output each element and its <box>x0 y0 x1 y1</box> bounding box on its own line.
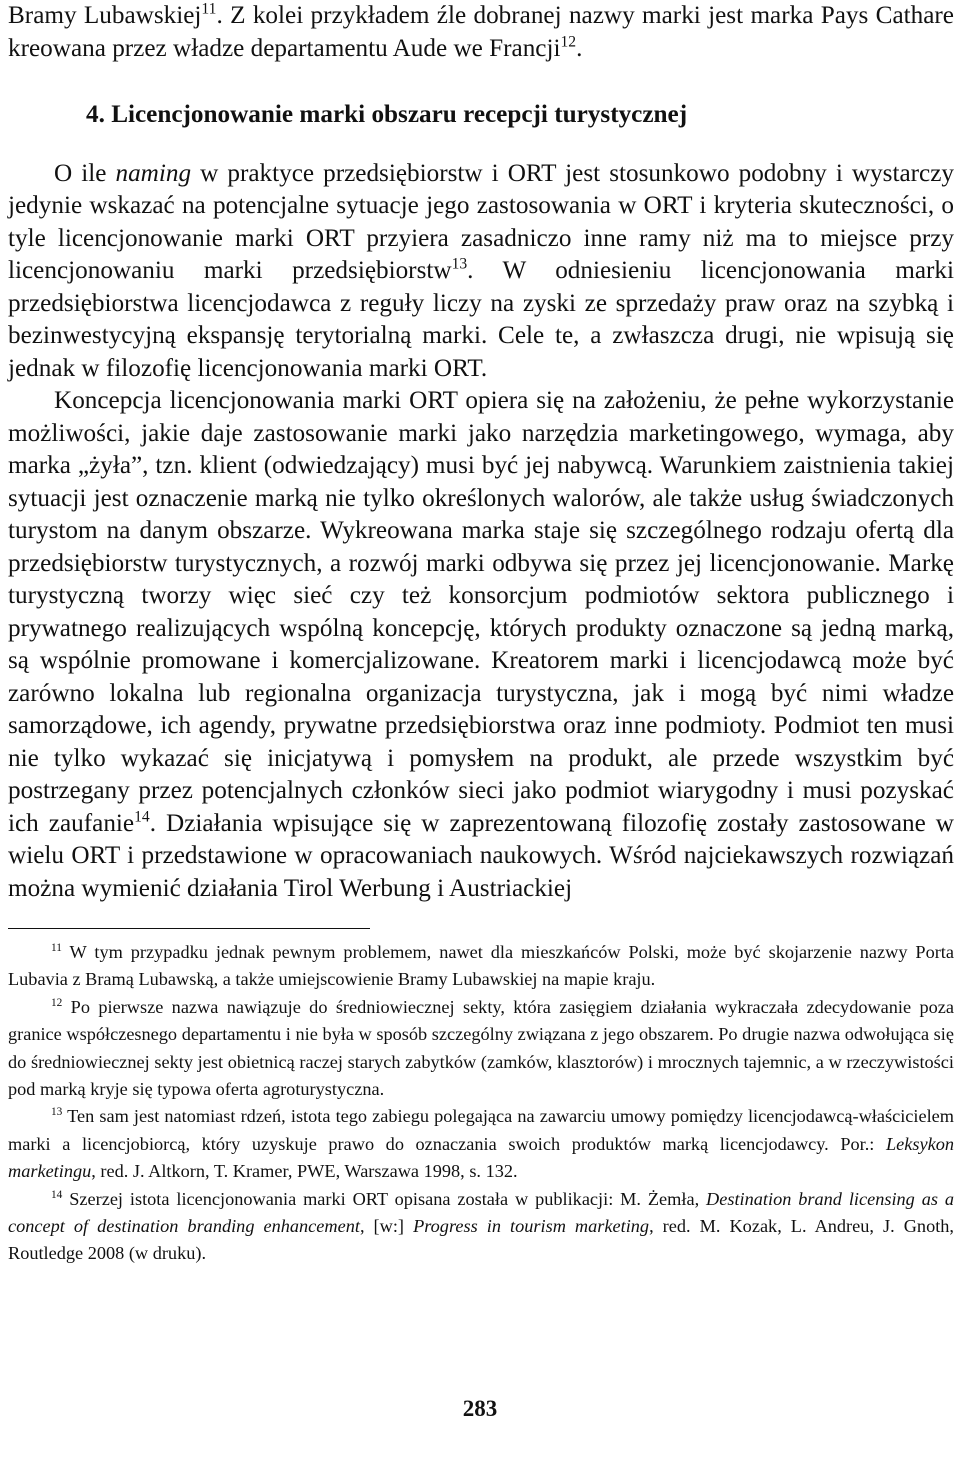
footnote-number: 11 <box>51 941 62 954</box>
footnote-ref-14[interactable]: 14 <box>134 808 150 826</box>
text-run: . W odniesieniu licencjonowania marki przedsiębiorstwa licencjodawca z reguły liczy na zyski ze sprzedaży praw oraz na szybką i bezinwestycyjną ekspansję terytorialną marki. Cele te, a zwłaszcza drugi, nie wpisują się jednak w filozofię licencjonowania marki ORT. <box>8 257 954 382</box>
cited-title: Progress in tourism marketing <box>413 1216 650 1237</box>
opening-paragraph <box>8 0 954 65</box>
footnote-14 <box>8 1186 954 1268</box>
text-run: Koncepcja licencjonowania marki ORT opiera się na założeniu, że pełne wykorzystanie możliwości, jakie daje zastosowanie marki jako narzędzia marketingowego, wymaga, aby marka „żyła”, tzn. klient (odwiedzający) musi być jej nabywcą. Warunkiem zaistnienia takiej sytuacji jest oznaczenie marką nie tylko określonych walorów, ale także usług świadczonych turystom na danym obszarze. Wykreowana marka staje się szczególnego rodzaju ofertą dla przedsiębiorstw turystycznych, a rozwój marki odbywa się przez jej licencjonowanie. Markę turystyczną tworzy więc sieć czy też konsorcjum podmiotów sektora publicznego i prywatnego realizujących wspólną koncepcję, których produkty oznaczone są jedną marką, są wspólnie promowane i komercjalizowane. Kreatorem marki i licencjodawcą może być zarówno lokalna lub regionalna organizacja turystyczna, jak i mogą być nimi władze samorządowe, ich agendy, prywatne przedsiębiorstwa oraz inne podmioty. Podmiot ten musi nie tylko wykazać się inicjatywą i pomysłem na produkt, ale przede wszystkim być postrzegany przez potencjalnych członków sieci jako podmiot wiarygodny i musi pozyskać ich zaufanie <box>8 387 954 837</box>
page-number: 283 <box>462 1396 498 1421</box>
text-run: . Z kolei przykładem źle dobranej nazwy marki jest marka Pays Cathare kreowana przez władze departamentu Aude we Francji <box>8 2 954 62</box>
cited-title: Destination brand licensing as a concept of destination branding enhancement <box>8 1188 954 1237</box>
footnote-11 <box>8 939 954 994</box>
italic-term: naming <box>115 159 192 187</box>
text-run: . Działania wpisujące się w zaprezentowaną filozofię zostały zastosowane w wielu ORT i przedstawione w opracowaniach naukowych. Wśród najciekawszych rozwiązań można wymienić działania Tirol Werbung i Austriackiej <box>8 809 954 902</box>
footnote-number: 12 <box>51 996 63 1009</box>
footnote-text: , red. J. Altkorn, T. Kramer, PWE, Warszawa 1998, s. 132. <box>91 1161 518 1182</box>
footnote-ref-13[interactable]: 13 <box>451 255 468 273</box>
section-heading: 4. Licencjonowanie marki obszaru recepcji turystycznej <box>86 101 688 128</box>
text-run: w praktyce przedsiębiorstw i ORT jest stosunkowo podobny i wystarczy jedynie wskazać na potencjalne sytuacje jego zastosowania w ORT i kryteria skuteczności, o tyle licencjonowanie marki ORT przyiera zasadniczo inne ramy niż ma to miejsce przy licencjonowaniu marki przedsiębiorstw <box>8 159 954 284</box>
footnote-text: , [w:] <box>359 1216 414 1237</box>
main-text <box>8 0 954 905</box>
document-page <box>8 0 954 1268</box>
footnote-number: 13 <box>51 1106 63 1119</box>
text-run: Bramy Lubawskiej <box>8 2 202 29</box>
footnote-text: W tym przypadku jednak pewnym problemem, nawet dla mieszkańców Polski, może być skojarzenie nazwy Porta Lubavia z Bramą Lubawską, a także umiejscowienie Bramy Lubawskiej na mapie kraju. <box>8 942 954 990</box>
footnote-13 <box>8 1103 954 1185</box>
paragraph-2 <box>8 385 954 905</box>
footnote-number: 14 <box>51 1188 63 1201</box>
footnote-ref-11[interactable]: 11 <box>201 0 217 18</box>
footnote-separator <box>8 928 370 929</box>
footnote-12 <box>8 994 954 1104</box>
text-run: O ile <box>54 159 116 187</box>
footnotes <box>8 939 954 1268</box>
paragraph-1 <box>8 158 954 386</box>
footnote-text: Szerzej istota licencjonowania marki ORT opisana została w publikacji: M. Żemła, <box>62 1188 707 1209</box>
footnote-text: , red. M. Kozak, L. Andreu, J. Gnoth, Routledge 2008 (w druku). <box>8 1216 955 1264</box>
footnote-ref-12[interactable]: 12 <box>560 33 577 51</box>
text-run: . <box>576 34 583 62</box>
footnote-text: Ten sam jest natomiast rdzeń, istota tego zabiegu polegająca na zawarciu umowy pomiędzy licencjodawcą-właścicielem marki a licencjobiorcą, który uzyskuje prawo do oznaczania swoich produktów marką licencjodawcy. Por.: <box>8 1106 954 1154</box>
cited-title: Leksykon marketingu <box>8 1133 954 1182</box>
footnote-text: Po pierwsze nazwa nawiązuje do średniowiecznej sekty, która zasięgiem działania wykraczała zdecydowanie poza granice współczesnego departamentu i nie była w sposób szczególny związana z jego obszarem. Po drugie nazwa odwołująca się do średniowiecznej sekty jest obietnicą raczej starych zabytków (zamków, klasztorów) i mrocznych tajemnic, a w rzeczywistości pod marką kryje się typowa oferta agroturystyczna. <box>8 996 954 1100</box>
